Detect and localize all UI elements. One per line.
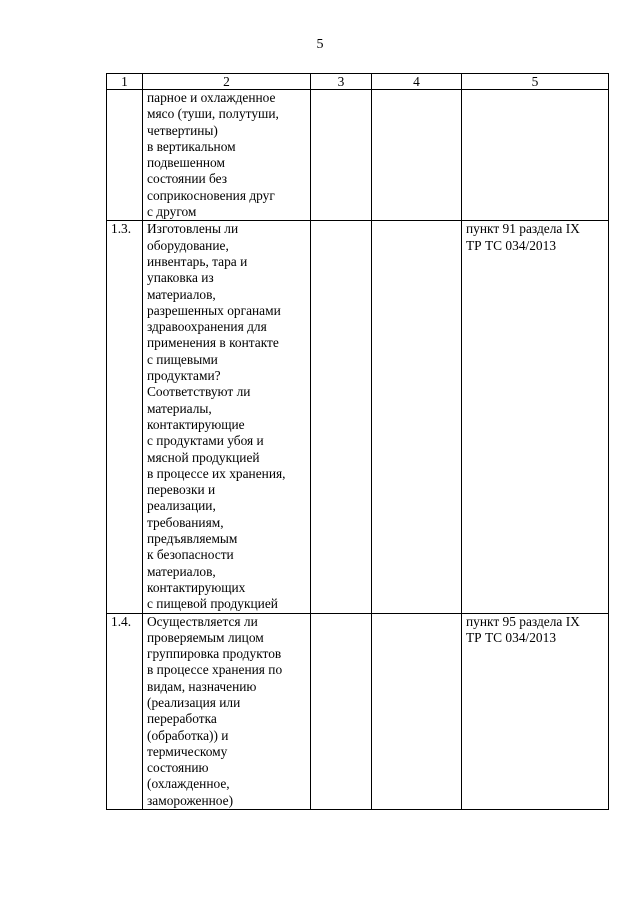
reference-cell: [462, 221, 609, 613]
question-line: предъявляемым: [147, 531, 238, 547]
column-3-cell: [311, 221, 372, 613]
question-line: с пищевыми: [147, 351, 218, 367]
question-line: с другом: [147, 204, 197, 220]
question-line: состоянии без: [147, 171, 228, 187]
question-line: контактирующие: [147, 416, 245, 432]
column-header: 1: [107, 74, 143, 90]
reference-line: пункт 91 раздела IX: [466, 221, 580, 237]
question-line: мясо (туши, полутуши,: [147, 106, 279, 122]
question-line: разрешенных органами: [147, 302, 281, 318]
question-line: в процессе их хранения,: [147, 465, 286, 481]
column-header: 5: [462, 74, 609, 90]
checklist-table: [106, 73, 609, 810]
question-line: (обработка)) и: [147, 727, 229, 743]
column-header: 3: [311, 74, 372, 90]
question-line: с продуктами убоя и: [147, 433, 264, 449]
question-line: термическому: [147, 743, 228, 759]
question-line: парное и охлажденное: [147, 90, 276, 105]
question-line: перевозки и: [147, 482, 216, 498]
question-line: соприкосновения друг: [147, 187, 275, 203]
question-line: в вертикальном: [147, 138, 236, 154]
column-4-cell: [372, 221, 462, 613]
question-line: инвентарь, тара и: [147, 253, 248, 269]
reference-cell: [462, 613, 609, 810]
question-line: группировка продуктов: [147, 646, 282, 662]
column-header: 2: [143, 74, 311, 90]
question-line: (реализация или: [147, 694, 241, 710]
question-line: Изготовлены ли: [147, 221, 239, 237]
table-row: [107, 221, 609, 613]
reference-line: пункт 95 раздела IX: [466, 613, 580, 629]
question-cell: [143, 221, 311, 613]
question-line: проверяемым лицом: [147, 629, 264, 645]
question-line: материалы,: [147, 400, 212, 416]
question-line: Соответствуют ли: [147, 384, 251, 400]
question-line: к безопасности: [147, 547, 234, 563]
question-cell: [143, 613, 311, 810]
column-4-cell: [372, 613, 462, 810]
table-row: [107, 90, 609, 221]
column-4-cell: [372, 90, 462, 221]
question-cell: [143, 90, 311, 221]
column-3-cell: [311, 613, 372, 810]
question-line: переработка: [147, 711, 217, 727]
question-line: в процессе хранения по: [147, 662, 283, 678]
item-number: [107, 90, 143, 221]
question-line: применения в контакте: [147, 335, 279, 351]
reference-line: ТР ТС 034/2013: [466, 629, 557, 645]
question-line: состоянию: [147, 760, 209, 776]
item-number: 1.3.: [107, 221, 143, 613]
reference-line: ТР ТС 034/2013: [466, 237, 557, 253]
question-line: видам, назначению: [147, 678, 257, 694]
table-row: [107, 613, 609, 810]
question-line: Осуществляется ли: [147, 613, 258, 629]
question-line: контактирующих: [147, 579, 246, 595]
question-line: с пищевой продукцией: [147, 596, 278, 612]
question-line: продуктами?: [147, 368, 221, 384]
question-line: оборудование,: [147, 237, 229, 253]
question-line: (охлажденное,: [147, 776, 230, 792]
column-3-cell: [311, 90, 372, 221]
question-line: подвешенном: [147, 155, 225, 171]
column-header: 4: [372, 74, 462, 90]
item-number: 1.4.: [107, 613, 143, 810]
question-line: требованиям,: [147, 514, 224, 530]
question-line: четвертины): [147, 122, 218, 138]
page-number: 5: [316, 37, 324, 52]
question-line: здравоохранения для: [147, 319, 267, 335]
question-line: мясной продукцией: [147, 449, 260, 465]
question-line: материалов,: [147, 563, 216, 579]
question-line: материалов,: [147, 286, 216, 302]
reference-cell: [462, 90, 609, 221]
question-line: реализации,: [147, 498, 216, 514]
question-line: замороженное): [147, 792, 234, 808]
table-header-row: [107, 74, 609, 90]
question-line: упаковка из: [147, 270, 214, 286]
